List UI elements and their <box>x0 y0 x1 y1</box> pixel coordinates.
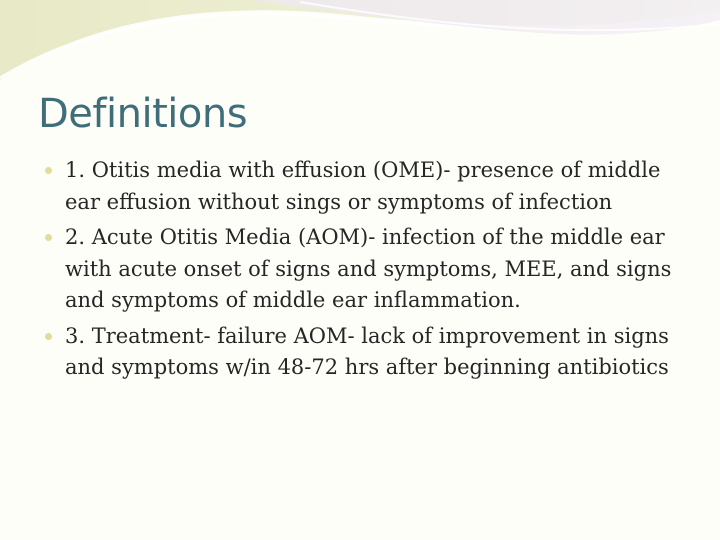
bullet-text: 3. Treatment- failure AOM- lack of improvement in signs and symptoms w/in 48-72 hrs after beginning antibiotics <box>65 323 669 379</box>
bullet-item <box>43 155 683 218</box>
bullet-dot-icon <box>45 167 52 174</box>
bullet-text: 2. Acute Otitis Media (AOM)- infection of the middle ear with acute onset of signs and symptoms, MEE, and signs and symptoms of middle ear inflammation. <box>65 225 672 312</box>
bullet-item <box>43 222 683 317</box>
header-swoosh-decoration <box>0 0 720 100</box>
bullet-text: 1. Otitis media with effusion (OME)- presence of middle ear effusion without sings or symptoms of infection <box>65 158 661 214</box>
slide-title: Definitions <box>38 91 248 137</box>
bullet-dot-icon <box>45 333 52 340</box>
bullet-item <box>43 321 683 384</box>
bullet-list <box>43 155 683 388</box>
bullet-dot-icon <box>45 234 52 241</box>
